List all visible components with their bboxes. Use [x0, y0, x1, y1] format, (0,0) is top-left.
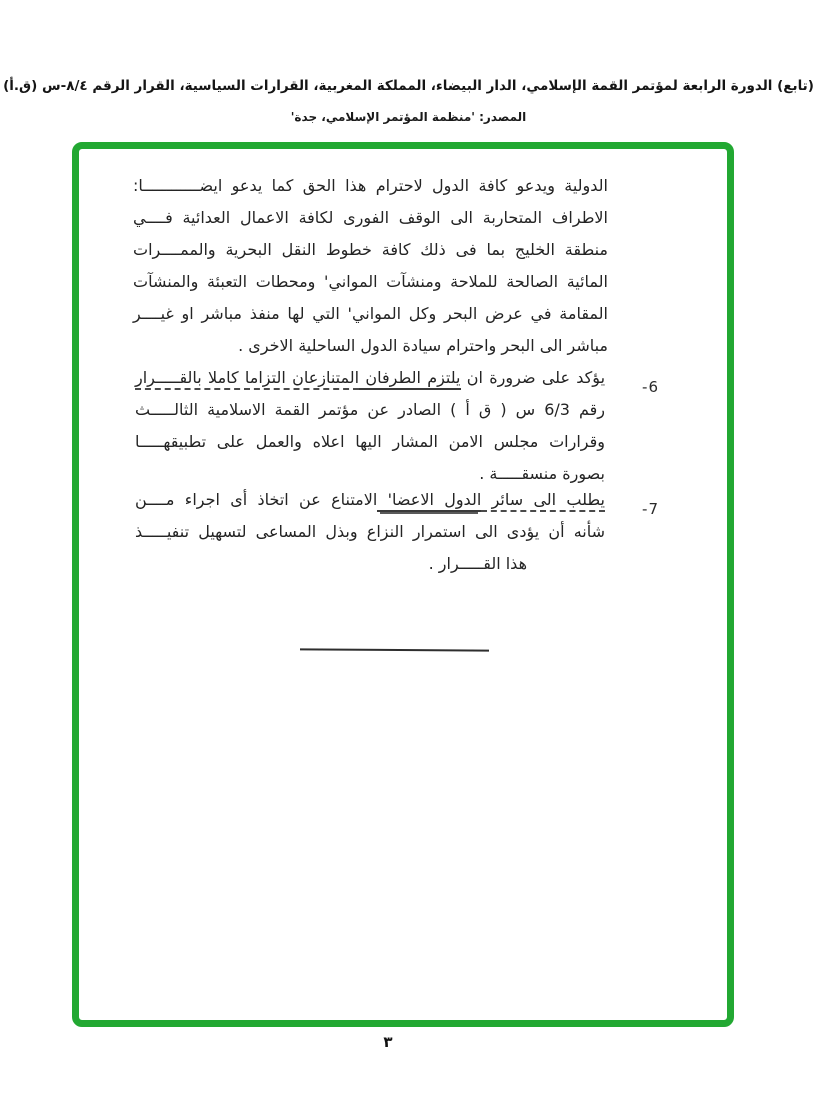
clause-6-line: رقم 6/3 س ( ق أ ) الصادر عن مؤتمر القمة الاسلامية الثالـــــث — [135, 400, 606, 419]
paragraph-line: الاطراف المتحاربة الى الوقف الفورى لكافة الاعمال العدائية فــــي — [133, 208, 608, 227]
clause-6-text: يؤكد على ضرورة ان — [460, 368, 606, 387]
header-citation-line: (تابع) الدورة الرابعة لمؤتمر القمة الإسلامي، الدار البيضاء، المملكة المغربية، القرارات السياسية، القرار الرقم ٨/٤-س (ق.أ) — [3, 78, 814, 94]
clause-6-line: بصورة منسقـــــة . — [479, 464, 605, 483]
header-source-line: المصدر: 'منظمة المؤتمر الإسلامي، جدة' — [290, 110, 527, 124]
clause-7-line — [135, 484, 605, 516]
clause-6-line — [135, 362, 605, 394]
clause-7-line: هذا القـــــرار . — [428, 554, 527, 573]
dash-underlined-phrase: المتنازعان التزاما كاملا بالقـــــرار — [135, 368, 359, 390]
clause-6-number: -6 — [642, 378, 659, 396]
clause-6-line: وقرارات مجلس الامن المشار اليها اعلاه والعمل على تطبيقهـــــا — [135, 432, 605, 451]
double-underlined-phrase: الدول الاعضا' — [377, 490, 481, 512]
paragraph-line: الدولية ويدعو كافة الدول لاحترام هذا الحق كما يدعو ايضــــــــــــا: — [133, 176, 608, 195]
paragraph-line: منطقة الخليج بما فى ذلك كافة خطوط النقل البحرية والممــــرات — [133, 240, 608, 259]
clause-6 — [135, 362, 659, 490]
dash-underlined-phrase: يطلب الى سائر — [481, 490, 605, 512]
paragraph-line: المقامة في عرض البحر وكل المواني' التي لها منفذ مباشر او غيــــر — [133, 304, 608, 323]
clause-7-line: شأنه أن يؤدى الى استمرار النزاع وبذل المساعى لتسهيل تنفيـــــذ — [135, 522, 605, 541]
clause-7-number: -7 — [642, 500, 659, 518]
underlined-phrase: يلتزم الطرفان — [359, 368, 460, 390]
paragraph-continuation — [133, 170, 608, 362]
page-number: ٣ — [383, 1033, 393, 1051]
paragraph-line: مباشر الى البحر واحترام سيادة الدول الساحلية الاخرى . — [238, 336, 608, 355]
paragraph-line: المائية الصالحة للملاحة ومنشآت المواني' ومحطات التعبئة والمنشآت — [133, 272, 608, 291]
clause-7 — [135, 484, 659, 580]
clause-7-text: الامتناع عن اتخاذ أى اجراء مــــن — [135, 490, 378, 509]
